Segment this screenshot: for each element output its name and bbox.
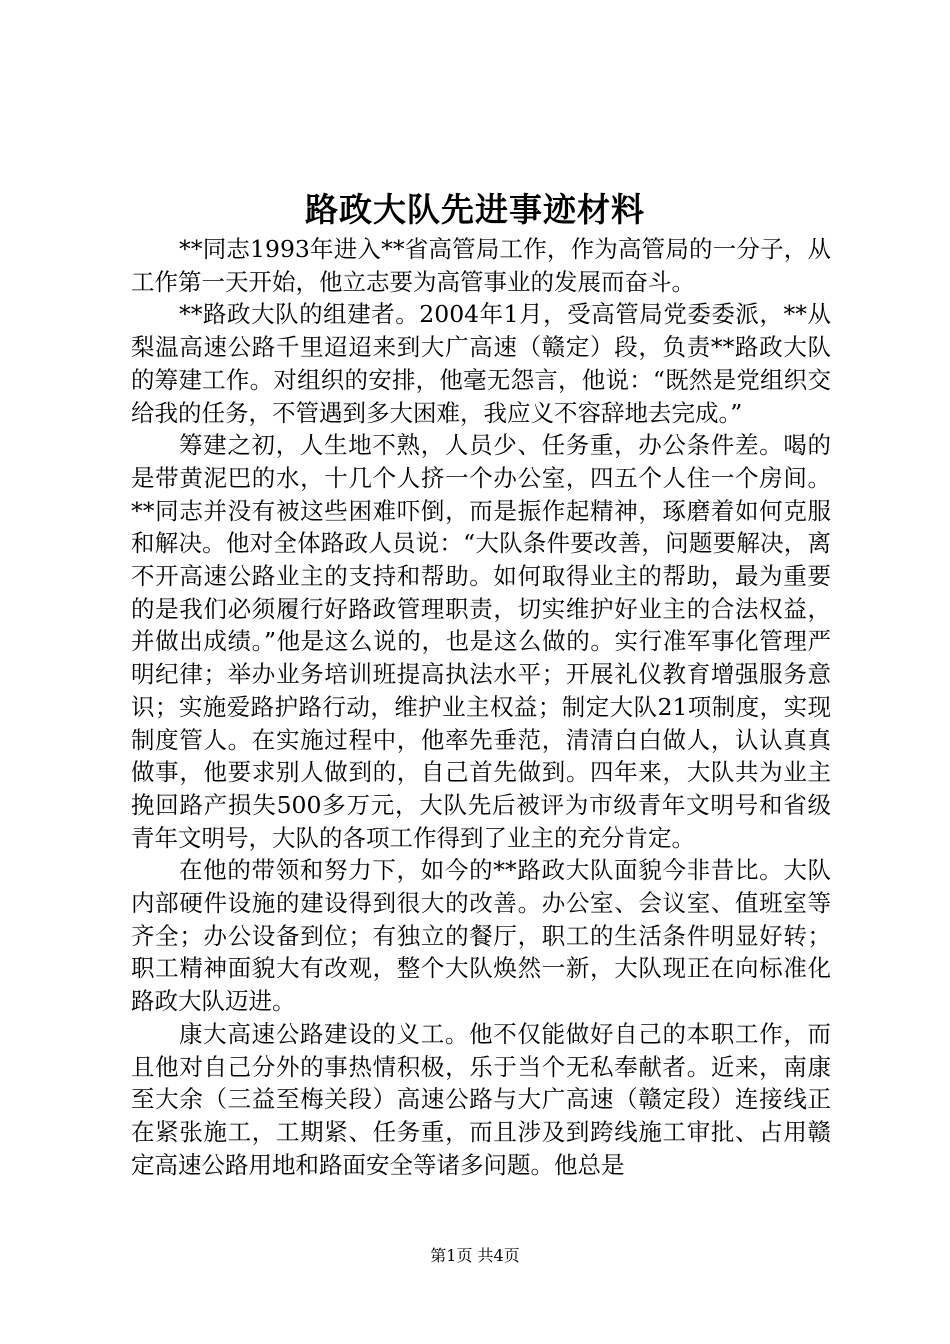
- paragraph: **路政大队的组建者。2004年1月，受高管局党委委派，**从梨温高速公路千里迢迢来到大广高速（赣定）段，负责**路政大队的筹建工作。对组织的安排，他毫无怨言，他说：“既然是党组织交给我的任务，不管遇到多大困难，我应义不容辞地去完成。”: [131, 300, 831, 427]
- paragraph: 康大高速公路建设的义工。他不仅能做好自己的本职工作，而且他对自己分外的事热情积极，乐于当个无私奉献者。近来，南康至大余（三益至梅关段）高速公路与大广高速（赣定段）连接线正在紧张施工，工期紧、任务重，而且涉及到跨线施工审批、占用赣定高速公路用地和路面安全等诸多问题。他总是: [131, 1019, 831, 1179]
- document-body: [131, 233, 831, 1181]
- paragraph: **同志1993年进入**省高管局工作，作为高管局的一分子，从工作第一天开始，他立志要为高管事业的发展而奋斗。: [131, 235, 831, 296]
- paragraph: 在他的带领和努力下，如今的**路政大队面貌今非昔比。大队内部硬件设施的建设得到很大的改善。办公室、会议室、值班室等齐全；办公设备到位；有独立的餐厅，职工的生活条件明显好转；职工精神面貌大有改观，整个大队焕然一新，大队现正在向标准化路政大队迈进。: [131, 856, 831, 1016]
- paragraph: 筹建之初，人生地不熟，人员少、任务重，办公条件差。喝的是带黄泥巴的水，十几个人挤一个办公室，四五个人住一个房间。**同志并没有被这些困难吓倒，而是振作起精神，琢磨着如何克服和解决。他对全体路政人员说：“大队条件要改善，问题要解决，离不开高速公路业主的支持和帮助。如何取得业主的帮助，最为重要的是我们必须履行好路政管理职责，切实维护好业主的合法权益，并做出成绩。”他是这么说的，也是这么做的。实行准军事化管理严明纪律；举办业务培训班提高执法水平；开展礼仪教育增强服务意识；实施爱路护路行动，维护业主权益；制定大队21项制度，实现制度管人。在实施过程中，他率先垂范，清清白白做人，认认真真做事，他要求别人做到的，自己首先做到。四年来，大队共为业主挽回路产损失500多万元，大队先后被评为市级青年文明号和省级青年文明号，大队的各项工作得到了业主的充分肯定。: [131, 431, 831, 852]
- document-title: 路政大队先进事迹材料: [305, 190, 645, 229]
- page-number-footer: 第1页 共4页: [430, 1246, 520, 1265]
